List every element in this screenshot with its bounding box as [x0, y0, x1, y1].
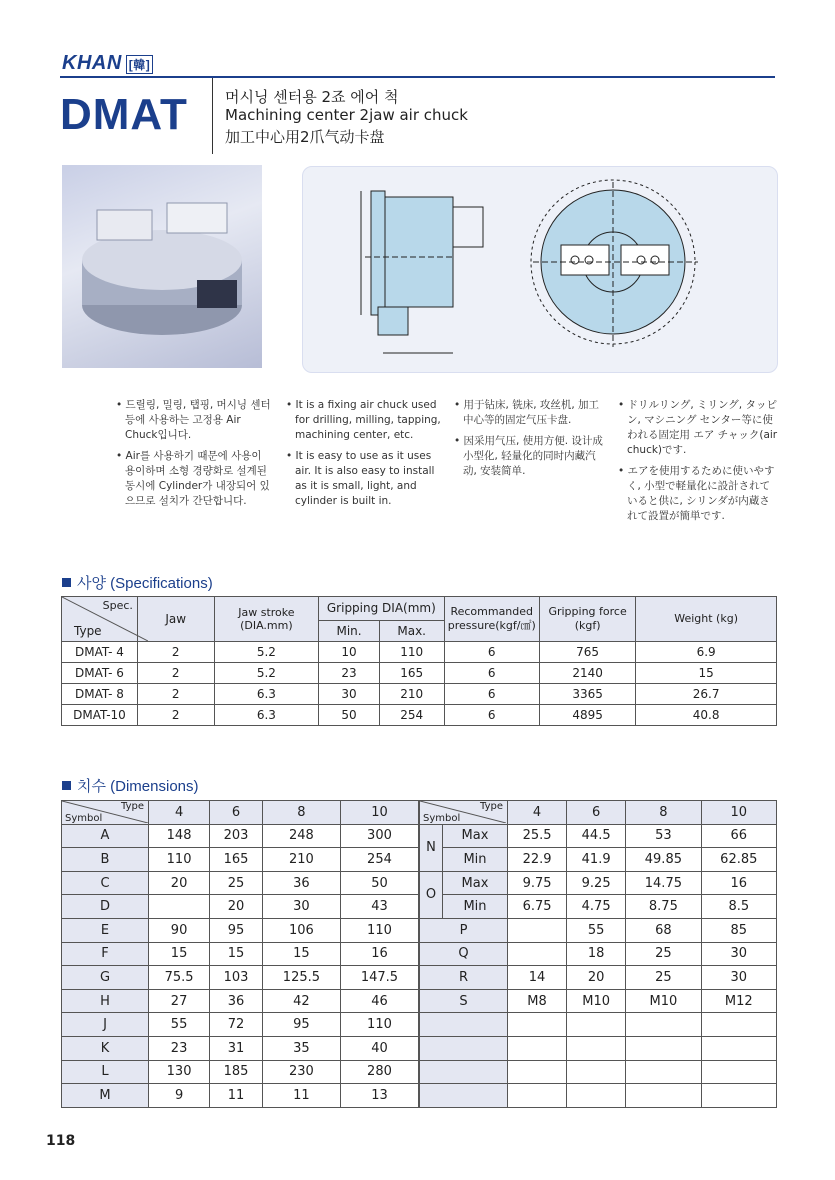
table-cell: 16: [701, 871, 776, 895]
product-photo: [62, 165, 262, 368]
table-cell: 20: [210, 895, 263, 919]
table-cell: 30: [262, 895, 340, 919]
table-cell: 248: [262, 824, 340, 848]
table-cell: 254: [379, 705, 444, 726]
table-cell: 110: [340, 918, 418, 942]
table-cell: 4895: [539, 705, 635, 726]
table-row: [420, 1013, 777, 1037]
table-cell: 55: [567, 918, 626, 942]
spec-col-weight: Weight (kg): [636, 597, 777, 642]
title-korean: 머시닝 센터용 2죠 에어 척: [225, 88, 399, 106]
table-cell: 26.7: [636, 684, 777, 705]
table-cell: 20: [567, 966, 626, 990]
dim-symbol-cell: J: [62, 1013, 149, 1037]
table-row: [62, 1060, 419, 1084]
description-japanese: [618, 398, 778, 530]
dim-symbol-cell: A: [62, 824, 149, 848]
table-cell: 30: [701, 942, 776, 966]
table-cell: [701, 1084, 776, 1108]
table-cell: [567, 1013, 626, 1037]
table-cell: 6: [444, 642, 539, 663]
table-cell: [567, 1036, 626, 1060]
table-cell: 8.75: [626, 895, 701, 919]
table-cell: 22.9: [508, 848, 567, 872]
table-cell: [508, 1060, 567, 1084]
table-cell: [508, 918, 567, 942]
dim-symbol-cell: H: [62, 989, 149, 1013]
table-row: [62, 1036, 419, 1060]
table-row: [62, 1013, 419, 1037]
table-cell: 2: [137, 705, 214, 726]
table-cell: 6.75: [508, 895, 567, 919]
table-row: [62, 989, 419, 1013]
table-row: [420, 848, 777, 872]
description-english: [286, 398, 444, 515]
table-cell: 2140: [539, 663, 635, 684]
dim-col-type: 10: [340, 801, 418, 825]
dim-corner-top: Type: [480, 801, 503, 812]
table-cell: [567, 1060, 626, 1084]
spec-heading: 사양 (Specifications): [62, 572, 213, 593]
table-cell: [626, 1060, 701, 1084]
title-english: Machining center 2jaw air chuck: [225, 106, 468, 124]
desc-kr-2: • Air를 사용하기 때문에 사용이 용이하며 소형 경량화로 설계된 동시에 Cylinder가 내장되어 있으므로 설치가 간단합니다.: [116, 450, 270, 507]
spec-type-cell: DMAT- 8: [62, 684, 138, 705]
header-rule: [60, 76, 775, 78]
brand-logo: [62, 52, 153, 75]
table-cell: 210: [379, 684, 444, 705]
dim-symbol-cell: [420, 1084, 508, 1108]
table-cell: 46: [340, 989, 418, 1013]
table-cell: 40.8: [636, 705, 777, 726]
table-row: [420, 1036, 777, 1060]
spec-col-stroke: Jaw stroke (DIA.mm): [214, 597, 319, 642]
desc-en-2: • It is easy to use as it uses air. It is also easy to install as it is small, light, and cylinder is built in.: [286, 450, 435, 507]
table-cell: 6.3: [214, 684, 319, 705]
table-cell: 16: [340, 942, 418, 966]
dim-symbol-cell: F: [62, 942, 149, 966]
dim-col-type: 8: [626, 801, 701, 825]
table-cell: 15: [149, 942, 210, 966]
desc-jp-1: • ドリルリング, ミリング, タッピン, マシニング センター等に使われる固定用 エア チャック(air chuck)です.: [618, 399, 778, 456]
spec-col-jaw: Jaw: [137, 597, 214, 642]
table-cell: 27: [149, 989, 210, 1013]
table-row: [62, 663, 777, 684]
table-cell: 41.9: [567, 848, 626, 872]
table-cell: 130: [149, 1060, 210, 1084]
table-cell: 23: [149, 1036, 210, 1060]
table-cell: 11: [210, 1084, 263, 1108]
table-cell: 31: [210, 1036, 263, 1060]
table-cell: [149, 895, 210, 919]
table-cell: 50: [319, 705, 380, 726]
spec-col-min: Min.: [319, 620, 380, 641]
dim-corner-top: Type: [121, 801, 144, 812]
table-cell: 230: [262, 1060, 340, 1084]
table-cell: 6.9: [636, 642, 777, 663]
spec-corner-bottom: Type: [74, 624, 102, 638]
table-cell: 25.5: [508, 824, 567, 848]
table-cell: 35: [262, 1036, 340, 1060]
spec-corner-cell: [62, 597, 138, 642]
table-cell: 36: [210, 989, 263, 1013]
table-cell: 13: [340, 1084, 418, 1108]
table-cell: M10: [567, 989, 626, 1013]
dim-heading: 치수 (Dimensions): [62, 775, 199, 796]
table-cell: 2: [137, 684, 214, 705]
desc-cn-1: • 用于钻床, 铣床, 攻丝机, 加工中心等的固定气压卡盘.: [454, 399, 600, 426]
table-cell: 165: [210, 848, 263, 872]
table-row: [62, 942, 419, 966]
dim-symbol-cell: L: [62, 1060, 149, 1084]
dim-symbol-cell: D: [62, 895, 149, 919]
table-cell: 30: [701, 966, 776, 990]
dim-symbol-cell: N: [420, 824, 443, 871]
table-cell: 55: [149, 1013, 210, 1037]
table-cell: 165: [379, 663, 444, 684]
square-bullet-icon: [62, 578, 71, 587]
dim-subsymbol-cell: Min: [443, 895, 508, 919]
table-cell: 66: [701, 824, 776, 848]
table-cell: 15: [210, 942, 263, 966]
table-cell: 6: [444, 705, 539, 726]
table-cell: 9.75: [508, 871, 567, 895]
table-cell: 5.2: [214, 663, 319, 684]
table-cell: 72: [210, 1013, 263, 1037]
page-number: 118: [46, 1133, 76, 1149]
table-cell: 15: [636, 663, 777, 684]
table-row: [62, 895, 419, 919]
description-chinese: [454, 398, 604, 485]
desc-kr-1: • 드릴링, 밀링, 탭핑, 머시닝 센터 등에 사용하는 고정용 Air Chuck입니다.: [116, 399, 271, 441]
table-cell: 36: [262, 871, 340, 895]
table-cell: 125.5: [262, 966, 340, 990]
dim-table-left: [61, 800, 419, 1108]
desc-en-1: • It is a fixing air chuck used for drilling, milling, tapping, machining center, etc.: [286, 399, 441, 441]
table-cell: [508, 1013, 567, 1037]
spec-col-pressure: Recommanded pressure(kgf/㎠): [444, 597, 539, 642]
table-cell: 2: [137, 663, 214, 684]
dim-symbol-cell: C: [62, 871, 149, 895]
dim-corner-bottom: Symbol: [423, 812, 461, 824]
table-cell: 106: [262, 918, 340, 942]
table-row: [62, 824, 419, 848]
table-cell: 18: [567, 942, 626, 966]
table-row: [62, 848, 419, 872]
table-cell: 10: [319, 642, 380, 663]
table-cell: 23: [319, 663, 380, 684]
table-cell: 85: [701, 918, 776, 942]
table-cell: [626, 1013, 701, 1037]
table-cell: 110: [379, 642, 444, 663]
table-cell: 203: [210, 824, 263, 848]
table-row: [62, 1084, 419, 1108]
dim-symbol-cell: [420, 1036, 508, 1060]
dim-symbol-cell: B: [62, 848, 149, 872]
table-row: [420, 895, 777, 919]
dim-symbol-cell: S: [420, 989, 508, 1013]
spec-table: [61, 596, 777, 726]
spec-type-cell: DMAT- 4: [62, 642, 138, 663]
dim-symbol-cell: K: [62, 1036, 149, 1060]
dim-symbol-cell: Q: [420, 942, 508, 966]
dim-subsymbol-cell: Max: [443, 871, 508, 895]
table-cell: 148: [149, 824, 210, 848]
dim-symbol-cell: M: [62, 1084, 149, 1108]
dim-col-type: 6: [567, 801, 626, 825]
table-cell: 43: [340, 895, 418, 919]
table-cell: [508, 1084, 567, 1108]
spec-type-cell: DMAT-10: [62, 705, 138, 726]
spec-type-cell: DMAT- 6: [62, 663, 138, 684]
table-cell: 6: [444, 663, 539, 684]
table-cell: 110: [149, 848, 210, 872]
table-cell: 6.3: [214, 705, 319, 726]
table-cell: 53: [626, 824, 701, 848]
table-cell: M12: [701, 989, 776, 1013]
title-chinese: 加工中心用2爪气动卡盘: [225, 128, 385, 146]
table-cell: 15: [262, 942, 340, 966]
dim-symbol-cell: [420, 1060, 508, 1084]
table-cell: 11: [262, 1084, 340, 1108]
brand-name: KHAN: [62, 52, 122, 74]
table-cell: [626, 1036, 701, 1060]
desc-jp-2: • エアを使用するために使いやすく, 小型で軽量化に設計されていると供に, シリンダが内蔵されて設置が簡単です.: [618, 465, 775, 522]
table-row: [62, 705, 777, 726]
spec-header-row: [62, 597, 777, 621]
dim-col-type: 10: [701, 801, 776, 825]
table-cell: 25: [210, 871, 263, 895]
technical-drawing: [302, 166, 778, 373]
spec-col-max: Max.: [379, 620, 444, 641]
dim-col-type: 4: [508, 801, 567, 825]
table-cell: 95: [210, 918, 263, 942]
table-cell: [567, 1084, 626, 1108]
dim-symbol-cell: O: [420, 871, 443, 918]
table-cell: 5.2: [214, 642, 319, 663]
table-cell: 9: [149, 1084, 210, 1108]
table-cell: 50: [340, 871, 418, 895]
table-cell: [508, 942, 567, 966]
table-cell: 75.5: [149, 966, 210, 990]
table-cell: 254: [340, 848, 418, 872]
table-row: [420, 989, 777, 1013]
table-row: [420, 1084, 777, 1108]
table-row: [62, 966, 419, 990]
table-cell: 8.5: [701, 895, 776, 919]
dim-table-right: [419, 800, 777, 1108]
dim-col-type: 8: [262, 801, 340, 825]
square-bullet-icon: [62, 781, 71, 790]
dim-corner-cell: [420, 801, 508, 825]
table-cell: 6: [444, 684, 539, 705]
model-title: DMAT: [60, 90, 188, 139]
dim-corner-cell: [62, 801, 149, 825]
table-cell: 14.75: [626, 871, 701, 895]
table-row: [62, 642, 777, 663]
table-row: [62, 684, 777, 705]
table-cell: 20: [149, 871, 210, 895]
table-row: [62, 871, 419, 895]
table-cell: [701, 1036, 776, 1060]
table-row: [420, 942, 777, 966]
dim-symbol-cell: E: [62, 918, 149, 942]
table-cell: 25: [626, 966, 701, 990]
table-cell: 40: [340, 1036, 418, 1060]
dim-symbol-cell: [420, 1013, 508, 1037]
title-divider: [212, 78, 213, 154]
table-cell: 9.25: [567, 871, 626, 895]
table-cell: 2: [137, 642, 214, 663]
spec-col-grip: Gripping DIA(mm): [319, 597, 444, 621]
table-row: [62, 918, 419, 942]
table-cell: 49.85: [626, 848, 701, 872]
table-cell: 25: [626, 942, 701, 966]
table-cell: [508, 1036, 567, 1060]
dim-symbol-cell: R: [420, 966, 508, 990]
table-cell: 110: [340, 1013, 418, 1037]
table-cell: 14: [508, 966, 567, 990]
table-cell: 95: [262, 1013, 340, 1037]
table-cell: 300: [340, 824, 418, 848]
dim-header-row: [420, 801, 777, 825]
table-cell: M10: [626, 989, 701, 1013]
table-cell: 185: [210, 1060, 263, 1084]
table-cell: 44.5: [567, 824, 626, 848]
table-cell: [701, 1013, 776, 1037]
table-cell: 30: [319, 684, 380, 705]
table-cell: 765: [539, 642, 635, 663]
table-cell: [626, 1084, 701, 1108]
table-cell: 103: [210, 966, 263, 990]
dim-symbol-cell: G: [62, 966, 149, 990]
table-cell: 42: [262, 989, 340, 1013]
brand-badge: [韓]: [126, 55, 154, 74]
dim-subsymbol-cell: Max: [443, 824, 508, 848]
spec-corner-top: Spec.: [102, 599, 133, 612]
table-cell: 62.85: [701, 848, 776, 872]
description-korean: [116, 398, 274, 515]
table-cell: [701, 1060, 776, 1084]
spec-col-force: Gripping force (kgf): [539, 597, 635, 642]
dim-col-type: 4: [149, 801, 210, 825]
table-cell: M8: [508, 989, 567, 1013]
table-cell: 210: [262, 848, 340, 872]
table-cell: 3365: [539, 684, 635, 705]
table-cell: 90: [149, 918, 210, 942]
dim-symbol-cell: P: [420, 918, 508, 942]
table-row: [420, 1060, 777, 1084]
table-cell: 68: [626, 918, 701, 942]
dim-corner-bottom: Symbol: [65, 812, 103, 824]
dim-header-row: [62, 801, 419, 825]
table-cell: 280: [340, 1060, 418, 1084]
table-row: [420, 918, 777, 942]
desc-cn-2: • 因采用气压, 使用方便. 设计成小型化, 轻量化的同时内藏汽动, 安装简单.: [454, 435, 603, 477]
table-cell: 4.75: [567, 895, 626, 919]
dim-col-type: 6: [210, 801, 263, 825]
table-row: [420, 871, 777, 895]
table-row: [420, 824, 777, 848]
table-row: [420, 966, 777, 990]
dim-subsymbol-cell: Min: [443, 848, 508, 872]
table-cell: 147.5: [340, 966, 418, 990]
